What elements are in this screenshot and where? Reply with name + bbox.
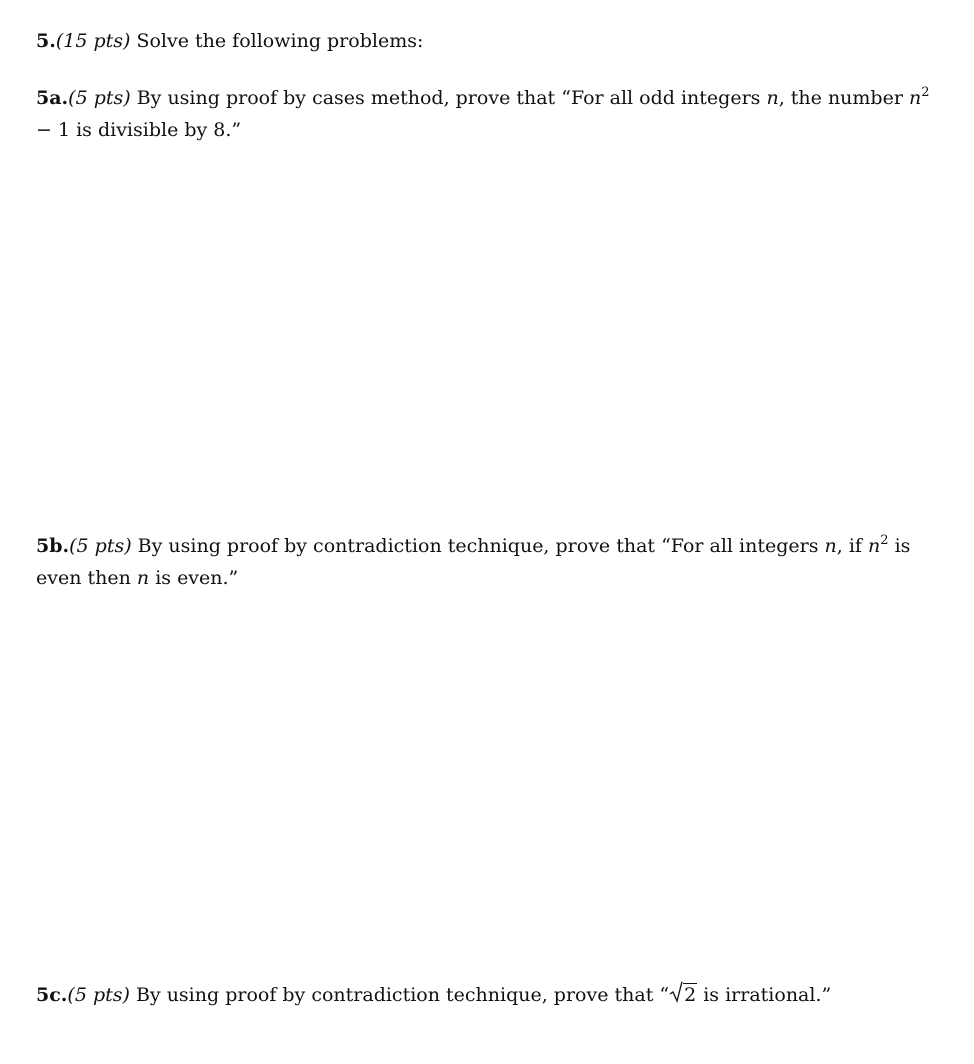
- answer-space-5b[interactable]: [36, 600, 940, 970]
- problem-points: (15 pts): [55, 30, 131, 52]
- problem-number: 5a.: [36, 87, 69, 109]
- math-exponent: 2: [921, 85, 930, 100]
- problem-points: (5 pts): [67, 984, 130, 1006]
- math-exponent: 2: [880, 533, 889, 548]
- problem-5b: [36, 530, 940, 594]
- problem-text: By using proof by contradiction technique, prove that “: [129, 984, 670, 1006]
- problem-5c: [36, 979, 940, 1011]
- problem-text: is irrational.”: [697, 984, 832, 1006]
- problem-points: (5 pts): [68, 87, 131, 109]
- problem-text: , the number: [778, 87, 909, 109]
- math-variable: n: [136, 567, 150, 589]
- problem-text: is even.”: [149, 567, 239, 589]
- problem-text: , if: [836, 535, 868, 557]
- problem-text: is even then: [36, 535, 911, 589]
- math-variable: n: [824, 535, 837, 557]
- problem-5-heading: [36, 25, 940, 57]
- radical-sign-icon: [669, 981, 683, 1003]
- math-variable: n: [908, 87, 922, 109]
- math-variable: n: [868, 535, 881, 557]
- problem-number: 5b.: [36, 535, 70, 557]
- math-radicand: 2: [684, 984, 697, 1006]
- problem-text: Solve the following problems:: [130, 30, 424, 52]
- math-variable: n: [766, 87, 779, 109]
- problem-number: 5c.: [36, 984, 68, 1006]
- problem-text: − 1 is divisible by 8.”: [36, 119, 242, 141]
- problem-5a: [36, 82, 940, 146]
- problem-points: (5 pts): [69, 535, 132, 557]
- square-root: [669, 979, 697, 1011]
- answer-space-5a[interactable]: [36, 150, 940, 520]
- problem-text: By using proof by cases method, prove that “For all odd integers: [130, 87, 767, 109]
- problem-number: 5.: [36, 30, 56, 52]
- problem-text: By using proof by contradiction technique, prove that “For all integers: [131, 535, 825, 557]
